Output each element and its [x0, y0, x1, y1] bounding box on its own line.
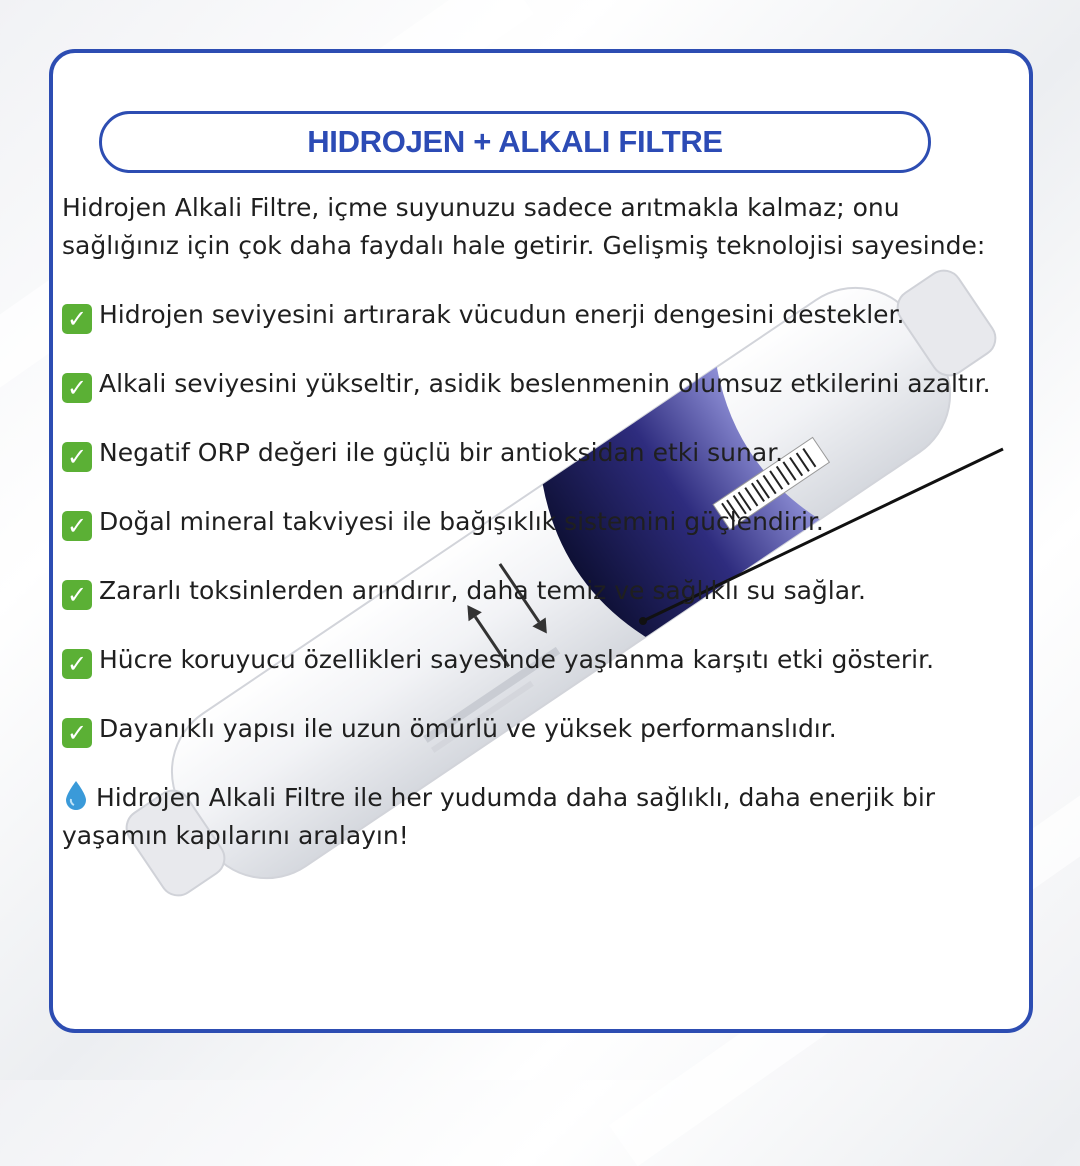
benefit-text: Hücre koruyucu özellikleri sayesinde yaşlanma karşıtı etki gösterir.	[99, 645, 935, 674]
check-mark-icon: ✓	[62, 511, 92, 541]
intro-paragraph: Hidrojen Alkali Filtre, içme suyunuzu sadece arıtmakla kalmaz; onu sağlığınız için çok daha faydalı hale getirir. Gelişmiş teknolojisi sayesinde:	[62, 193, 986, 260]
benefit-item	[62, 434, 1002, 472]
benefit-item	[62, 503, 1002, 541]
droplet-icon	[64, 780, 88, 810]
benefit-text: Dayanıklı yapısı ile uzun ömürlü ve yüksek performanslıdır.	[99, 714, 837, 743]
benefit-text: Negatif ORP değeri ile güçlü bir antioksidan etki sunar.	[99, 438, 784, 467]
closing-text: Hidrojen Alkali Filtre ile her yudumda daha sağlıklı, daha enerjik bir yaşamın kapılarını aralayın!	[62, 783, 936, 850]
content-card	[49, 49, 1033, 1033]
benefit-text: Doğal mineral takviyesi ile bağışıklık sistemini güçlendirir.	[99, 507, 824, 536]
check-mark-icon: ✓	[62, 373, 92, 403]
benefit-item	[62, 710, 1002, 748]
page-title: HIDROJEN + ALKALI FILTRE	[307, 124, 723, 159]
check-mark-icon: ✓	[62, 649, 92, 679]
title-pill	[99, 111, 931, 173]
benefit-item	[62, 572, 1002, 610]
check-mark-icon: ✓	[62, 580, 92, 610]
check-mark-icon: ✓	[62, 442, 92, 472]
description-block	[62, 189, 1002, 855]
benefit-text: Hidrojen seviyesini artırarak vücudun enerji dengesini destekler.	[99, 300, 905, 329]
benefit-item	[62, 365, 1002, 403]
benefit-text: Zararlı toksinlerden arındırır, daha temiz ve sağlıklı su sağlar.	[99, 576, 866, 605]
benefit-text: Alkali seviyesini yükseltir, asidik beslenmenin olumsuz etkilerini azaltır.	[99, 369, 991, 398]
check-mark-icon: ✓	[62, 304, 92, 334]
benefit-item	[62, 641, 1002, 679]
closing-paragraph	[62, 779, 1002, 855]
benefit-item	[62, 296, 1002, 334]
check-mark-icon: ✓	[62, 718, 92, 748]
